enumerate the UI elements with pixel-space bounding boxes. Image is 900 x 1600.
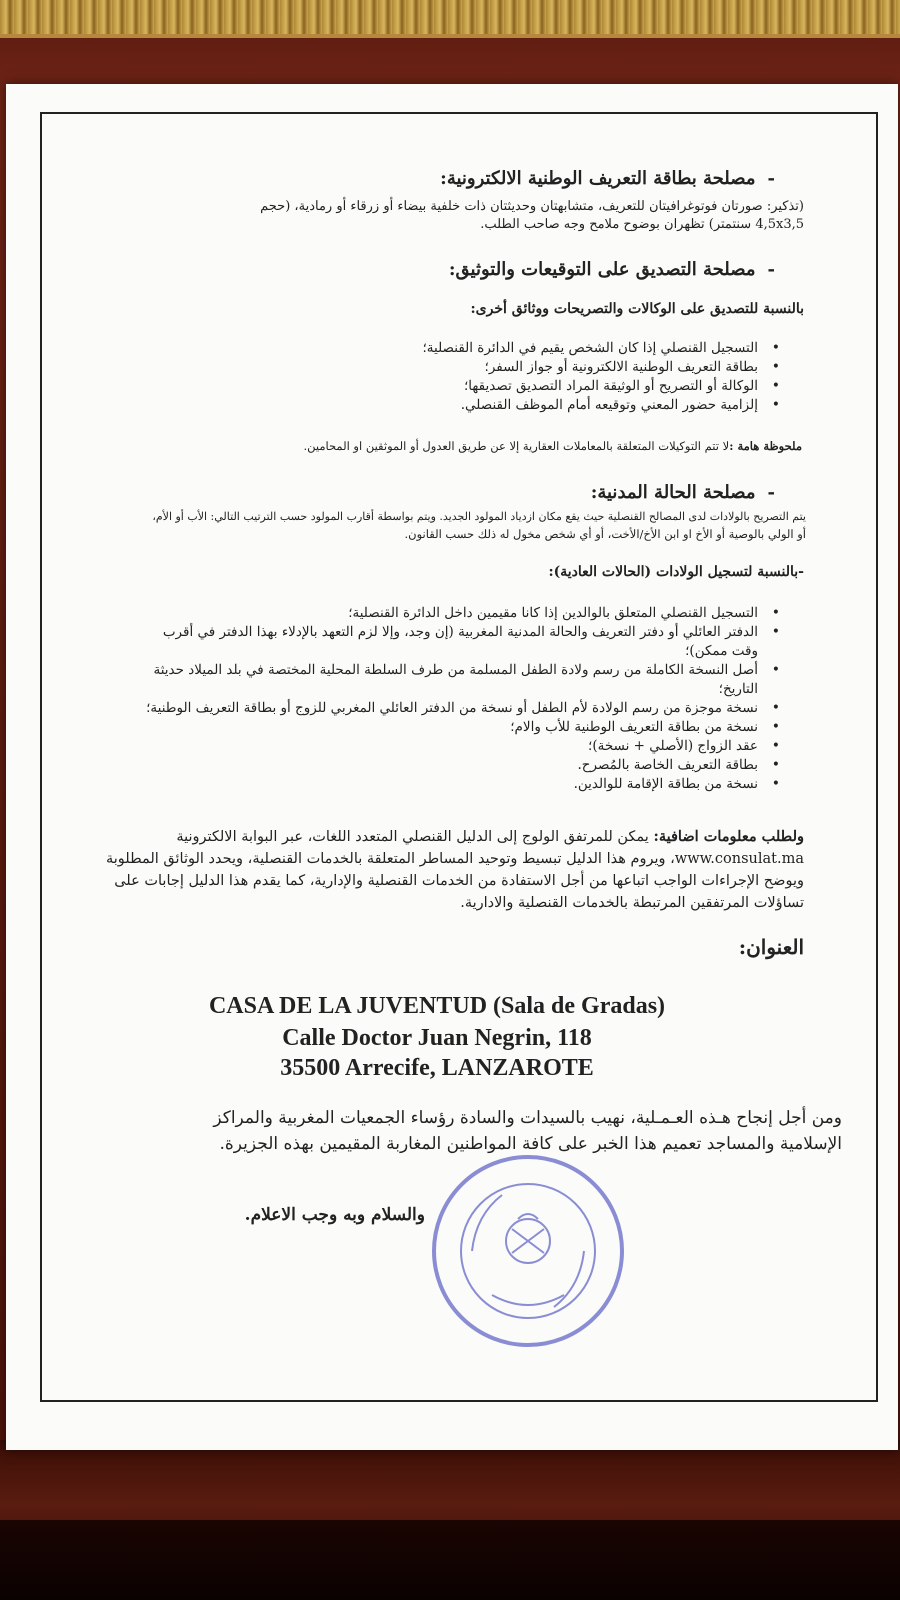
list-item: • بطاقة التعريف الوطنية الالكترونية أو جواز السفر؛ [182, 358, 758, 377]
list-item: • نسخة من بطاقة التعريف الوطنية للأب والام؛ [142, 718, 758, 737]
gold-trim-border [0, 0, 900, 34]
section-dash: - [767, 259, 775, 280]
section-title-text: مصلحة التصديق على التوقيعات والتوثيق: [448, 259, 756, 280]
closing-salutation: والسلام وبه وجب الاعلام. [244, 1205, 425, 1225]
section-title-id-card [135, 168, 775, 189]
address-line1: CASA DE LA JUVENTUD (Sala de Gradas) [208, 993, 666, 1019]
address-label: العنوان: [738, 935, 804, 959]
info-line1 [64, 826, 804, 848]
list-item: • أصل النسخة الكاملة من رسم ولادة الطفل المسلمة من طرف السلطة المحلية المختصة في بلد الميلاد حديثة التاريخ؛ [142, 661, 758, 699]
births-list [142, 604, 782, 794]
official-stamp-seal [432, 1155, 624, 1347]
certification-subtitle: بالنسبة للتصديق على الوكالات والتصريحات ووثائق أخرى: [470, 301, 804, 317]
section-title-text: مصلحة بطاقة التعريف الوطنية الالكترونية: [440, 168, 756, 189]
list-item: • الدفتر العائلي أو دفتر التعريف والحالة المدنية المغربية (إن وجد، وإلا لزم التعهد بالإدلاء بهذا الدفتر في أقرب وقت ممكن)؛ [142, 623, 758, 661]
info-line3: ويوضح الإجراءات الواجب اتباعها من أجل الاستفادة من الخدمات القنصلية والإدارية، كما يقدم هذا الدليل إجابات على [114, 873, 804, 889]
note-label: ملحوظة هامة : [729, 439, 802, 453]
list-item: • بطاقة التعريف الخاصة بالمُصرح. [142, 756, 758, 775]
section-title-civil-status [135, 482, 775, 503]
closing-line1: ومن أجل إنجاح هـذه العـمـلية، نهيب بالسيدات والسادة رؤساء الجمعيات المغربية والمراكز [213, 1108, 842, 1128]
section-dash: - [767, 168, 775, 189]
info-label: ولطلب معلومات اضافية: [653, 828, 804, 845]
important-note [82, 438, 802, 455]
address-line2: Calle Doctor Juan Negrin, 118 [282, 1025, 592, 1051]
births-subtitle: -بالنسبة لتسجيل الولادات (الحالات العادية): [548, 564, 804, 580]
stamp-emblem-icon [432, 1155, 624, 1347]
closing-line2: الإسلامية والمساجد تعميم هذا الخبر على كافة المواطنين المغاربة المقيمين بهذه الجزيرة. [219, 1134, 842, 1154]
info-line2: www.consulat.ma، ويروم هذا الدليل تبسيط وتوحيد المساطر المتعلقة بالخدمات القنصلية، ويحدد الوثائق المطلوبة [106, 851, 804, 867]
table-edge [0, 1520, 900, 1600]
list-item: • التسجيل القنصلي إذا كان الشخص يقيم في الدائرة القنصلية؛ [182, 339, 758, 358]
list-item: • الوكالة أو التصريح أو الوثيقة المراد التصديق تصديقها؛ [182, 377, 758, 396]
list-item: • نسخة من بطاقة الإقامة للوالدين. [142, 775, 758, 794]
note-text: لا تتم التوكيلات المتعلقة بالمعاملات العقارية إلا عن طريق العدول أو الموثقين او المحامين. [303, 439, 730, 453]
list-item: • التسجيل القنصلي المتعلق بالوالدين إذا كانا مقيمين داخل الدائرة القنصلية؛ [142, 604, 758, 623]
list-item: • عقد الزواج (الأصلي + نسخة)؛ [142, 737, 758, 756]
id-card-reminder-line2: 4,5x3,5 سنتمتر) تظهران بوضوح ملامح وجه صاحب الطلب. [480, 217, 804, 232]
list-item: • إلزامية حضور المعني وتوقيعه أمام الموظف القنصلي. [182, 396, 758, 415]
info-text: يمكن للمرتفق الولوج إلى الدليل القنصلي المتعدد اللغات، عبر البوابة الالكترونية [176, 829, 649, 845]
section-title-text: مصلحة الحالة المدنية: [590, 482, 756, 503]
additional-info-paragraph [64, 826, 804, 914]
id-card-reminder-line1: (تذكير: صورتان فوتوغرافيتان للتعريف، متشابهتان وحديثتان ذات خلفية بيضاء أو زرقاء أو رمادية، (حجم [260, 199, 804, 214]
section-title-certification [135, 259, 775, 280]
section-dash: - [767, 482, 775, 503]
civil-status-line1: يتم التصريح بالولادات لدى المصالح القنصلية حيث يقع مكان ازدياد المولود الجديد. ويتم بواسطة أقارب المولود حسب الترتيب التالي: الأب أو الأم، [152, 510, 806, 523]
gold-trim-line [0, 34, 900, 38]
info-line4: تساؤلات المرتفقين المرتبطة بالخدمات القنصلية والادارية. [460, 895, 804, 911]
list-item: • نسخة موجزة من رسم الولادة لأم الطفل أو نسخة من الدفتر العائلي المغربي للزوج أو بطاقة التعريف الوطنية؛ [142, 699, 758, 718]
address-line3: 35500 Arrecife, LANZAROTE [280, 1055, 594, 1081]
certification-list [182, 339, 782, 415]
civil-status-line2: أو الولي بالوصية أو الأخ او ابن الأخ/الأخت، أو أي شخص مخول له ذلك حسب القانون. [404, 527, 806, 541]
